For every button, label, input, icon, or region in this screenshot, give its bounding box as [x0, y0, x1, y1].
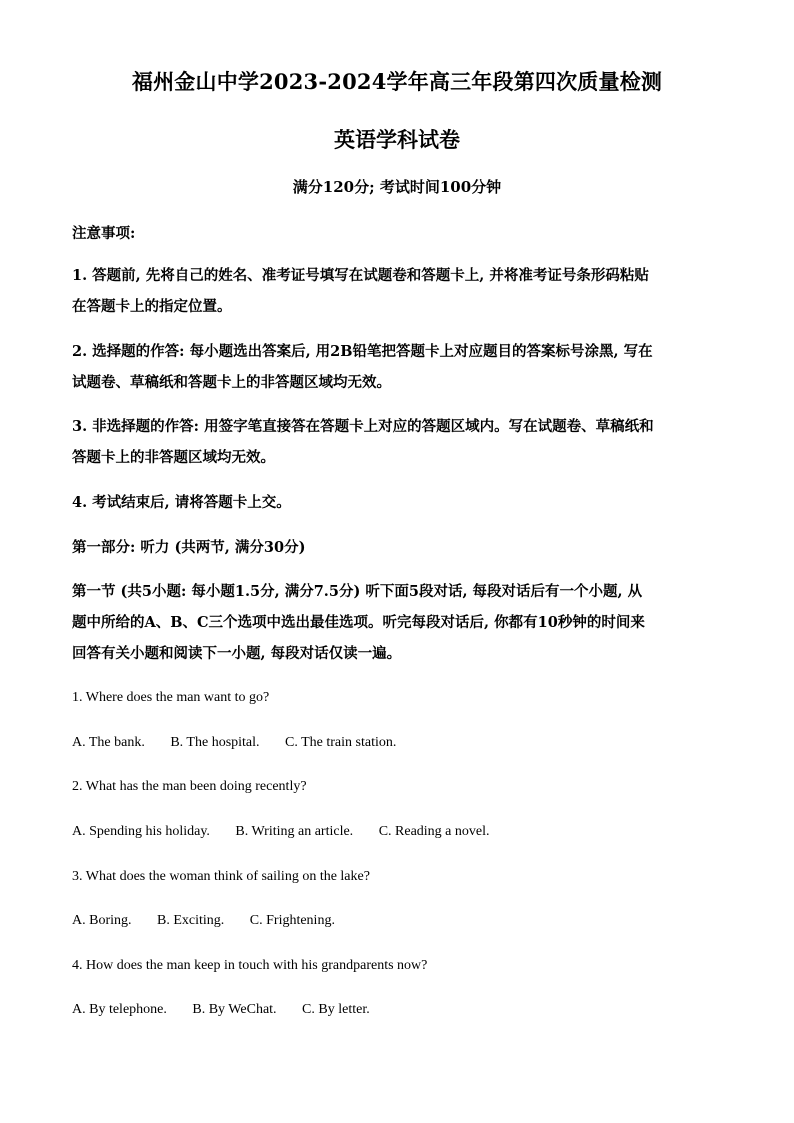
notice-item-1-line-1: 1. 答题前, 先将自己的姓名、准考证号填写在试题卷和答题卡上, 并将准考证号条形码粘贴 — [72, 267, 649, 284]
score-time-info: 满分120分; 考试时间100分钟 — [292, 178, 502, 196]
section1-line-1: 第一节 (共5小题: 每小题1.5分, 满分7.5分) 听下面5段对话, 每段对话后有一个小题, 从 — [72, 583, 643, 600]
option-a: A. Boring. — [72, 913, 132, 928]
question-1-stem: 1. Where does the man want to go? — [72, 690, 270, 705]
option-b: B. By WeChat. — [192, 1002, 277, 1017]
notice-item-4: 4. 考试结束后, 请将答题卡上交。 — [72, 494, 291, 511]
notice-item-2-line-2: 试题卷、草稿纸和答题卡上的非答题区域均无效。 — [72, 374, 391, 391]
option-c: C. Frightening. — [249, 913, 335, 928]
question-3-options — [72, 911, 722, 931]
part1-heading: 第一部分: 听力 (共两节, 满分30分) — [72, 539, 306, 556]
section1-line-2: 题中所给的A、B、C三个选项中选出最佳选项。听完每段对话后, 你都有10秒钟的时间来 — [72, 614, 645, 631]
exam-subject-title: 英语学科试卷 — [334, 127, 460, 152]
option-b: B. The hospital. — [170, 735, 260, 750]
exam-title: 福州金山中学2023-2024学年高三年段第四次质量检测 — [131, 69, 663, 94]
question-4-options — [72, 1000, 722, 1020]
notice-item-1 — [72, 260, 722, 322]
notice-item-2-line-1: 2. 选择题的作答: 每小题选出答案后, 用2B铅笔把答题卡上对应题目的答案标号涂黑, 写在 — [72, 343, 653, 360]
option-b: B. Exciting. — [157, 913, 225, 928]
section1-instructions — [72, 576, 722, 669]
option-c: C. Reading a novel. — [378, 824, 490, 839]
notice-item-3-line-1: 3. 非选择题的作答: 用签字笔直接答在答题卡上对应的答题区域内。写在试题卷、草稿纸和 — [72, 418, 654, 435]
notice-item-2 — [72, 336, 722, 398]
question-1-options — [72, 733, 722, 753]
question-2-options — [72, 822, 722, 842]
option-c: C. The train station. — [285, 735, 397, 750]
option-a: A. The bank. — [72, 735, 145, 750]
notice-item-3-line-2: 答题卡上的非答题区域均无效。 — [72, 449, 275, 466]
notice-heading: 注意事项: — [72, 225, 136, 242]
question-2-stem: 2. What has the man been doing recently? — [72, 779, 307, 794]
option-b: B. Writing an article. — [235, 824, 354, 839]
option-a: A. By telephone. — [72, 1002, 167, 1017]
option-a: A. Spending his holiday. — [72, 824, 210, 839]
question-3-stem: 3. What does the woman think of sailing on the lake? — [72, 869, 370, 884]
notice-item-3 — [72, 411, 722, 473]
question-4-stem: 4. How does the man keep in touch with his grandparents now? — [72, 958, 428, 973]
notice-item-1-line-2: 在答题卡上的指定位置。 — [72, 298, 232, 315]
option-c: C. By letter. — [302, 1002, 370, 1017]
section1-line-3: 回答有关小题和阅读下一小题, 每段对话仅读一遍。 — [72, 645, 402, 662]
